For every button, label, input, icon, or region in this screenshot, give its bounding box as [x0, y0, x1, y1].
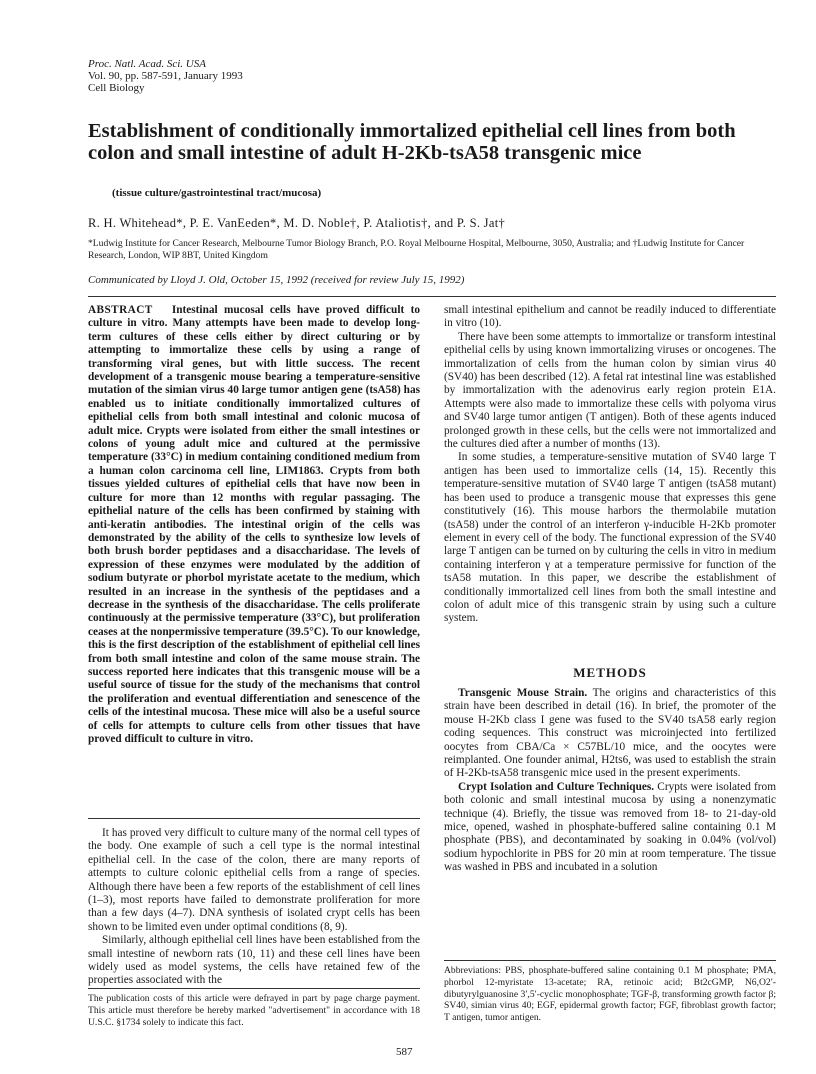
publication-footnote: The publication costs of this article were defrayed in part by page charge payment. This article must therefore be hereby marked "advertisement" in accordance with 18 U.S.C. §1734 solely to indicate this fact. [88, 993, 420, 1028]
page-number: 587 [396, 1046, 413, 1058]
intro-continuation: small intestinal epithelium and cannot be readily induced to differentiate in vitro (10). [444, 304, 776, 330]
communicated-by: Communicated by Lloyd J. Old, October 15, 1992 (received for review July 15, 1992) [88, 274, 465, 286]
intro-paragraph-2: Similarly, although epithelial cell lines have been established from the small intestine of newborn rats (10, 11) and these cell lines have been widely used as model systems, the cells have retained few of the properties associated with the [88, 934, 420, 987]
journal-name: Proc. Natl. Acad. Sci. USA [88, 58, 206, 70]
affiliations: *Ludwig Institute for Cancer Research, Melbourne Tumor Biology Branch, P.O. Royal Melbourne Hospital, Melbourne, 3050, Australia; and †Ludwig Institute for Cancer Research, London, WIP 8BT, United Kingdom [88, 238, 745, 261]
methods-paragraph-1: The origins and characteristics of this strain have been described in detail (16). In brief, the promoter of the mouse H-2Kb class I gene was fused to the SV40 tsA58 early region coding sequences. This construct was microinjected into fertilized oocytes from CBA/Ca × C57BL/10 mice, and the oocytes were reimplanted. One founder animal, H2ts6, was used to establish the strain of H-2Kb-tsA58 transgenic mice used in the present experiments. [444, 687, 776, 780]
introduction [88, 827, 420, 988]
journal-header [88, 58, 243, 94]
methods-paragraph-2: Crypts were isolated from both colonic and small intestinal mucosa by using a nonenzymatic technique (4). Briefly, the tissue was removed from 18- to 21-day-old mice, opened, washed in phosphate-buffered saline containing 0.1 M phosphate (PBS), and decontaminated by soaking in 0.04% (vol/vol) sodium hypochlorite in PBS for 20 min at room temperature. The tissue was washed in PBS and incubated in a solution [444, 780, 776, 874]
intro-continued [444, 304, 776, 626]
methods-heading: METHODS [573, 665, 647, 680]
header-rule [88, 296, 776, 297]
intro-paragraph-4: In some studies, a temperature-sensitive mutation of SV40 large T antigen has been used to immortalize cells (14, 15). Recently this temperature-sensitive mutation of SV40 large T antigen (tsA58 mutant) has been used to produce a transgenic mouse that expresses this gene constitutively (16). This mouse harbors the thermolabile mutation (tsA58) under the control of an interferon γ-inducible H-2Kb promoter element in every cell of the body. The functional expression of the SV40 large T antigen can be turned on by culturing the cells in vitro in medium containing interferon γ at a temperature permissive for function of the tsA58 mutation. In this paper, we describe the establishment of conditionally immortalized cell lines from both the small intestine and colon of adult mice of this transgenic strain by using such a culture system. [444, 451, 776, 625]
methods-subhead-1: Transgenic Mouse Strain. [458, 687, 588, 699]
abstract [88, 304, 420, 746]
abstract-label: ABSTRACT [88, 304, 153, 316]
intro-paragraph-1: It has proved very difficult to culture many of the normal cell types of the body. One example of such a cell type is the normal intestinal epithelial cell. In the case of the colon, there are many reports of attempts to culture colonic epithelial cells from a range of species. Although there have been a few reports of the establishment of cell lines (1–3), most reports have failed to demonstrate proliferation for more than a few days (4–7). DNA synthesis of isolated crypt cells has been shown to be limited even under optimal conditions (8, 9). [88, 827, 420, 933]
keywords: (tissue culture/gastrointestinal tract/mucosa) [112, 187, 322, 199]
methods-section [444, 687, 776, 875]
methods-subhead-2: Crypt Isolation and Culture Techniques. [458, 780, 655, 793]
abbreviations-rule [444, 960, 776, 961]
journal-volume: Vol. 90, pp. 587-591, January 1993 [88, 70, 243, 82]
journal-section: Cell Biology [88, 82, 145, 94]
footnote-rule [88, 988, 420, 989]
abbreviations: Abbreviations: PBS, phosphate-buffered saline containing 0.1 M phosphate; PMA, phorbol 12-myristate 13-acetate; RA, retinoic acid; Bt2cGMP, N6,O2′-dibutyrylguanosine 3′,5′-cyclic monophosphate; TGF-β, transforming growth factor β; SV40, simian virus 40; EGF, epidermal growth factor; FGF, fibroblast growth factor; T antigen, tumor antigen. [444, 965, 776, 1024]
abstract-text: Intestinal mucosal cells have proved difficult to culture in vitro. Many attempts have been made to develop long-term cultures of these cells either by direct culturing or by attempting to immortalize these cells by using a range of transforming viral genes, but with little success. The recent development of a transgenic mouse bearing a temperature-sensitive mutation of the simian virus 40 large tumor antigen gene (tsA58) has enabled us to initiate conditionally immortalized cultures of epithelial cells from both small intestinal and colonic mucosa of adult mice. Crypts were isolated from either the small intestines or colons of young adult mice and cultured at the permissive temperature (33°C) in medium containing conditioned medium from a human colon carcinoma cell line, LIM1863. Crypts from both tissues yielded cultures of epithelial cells that have now been in culture for more than 12 months with regular passaging. The epithelial nature of the cells has been confirmed by staining with anti-keratin antibodies. The intestinal origin of the cells was demonstrated by the ability of the cells to synthesize low levels of both brush border peptidases and a disaccharidase. The levels of expression of these enzymes were modulated by the addition of sodium butyrate or phorbol myristate acetate to the medium, which resulted in an increase in the synthesis of the peptidases and a decrease in the synthesis of the disaccharidase. The cells proliferate continuously at the permissive temperature (33°C), but proliferation ceases at the nonpermissive temperature (39.5°C). To our knowledge, this is the first description of the establishment of epithelial cell lines from both small intestine and colon of the same mouse strain. The success reported here indicates that this transgenic mouse will be a useful source of tissue for the study of the mechanisms that control the proliferation and eventual differentiation and senescence of the cells of the intestinal mucosa. These mice will also be a useful source of cells for attempts to culture cells from other tissues that have proved difficult to culture in vitro. [88, 304, 420, 745]
article-title: Establishment of conditionally immortalized epithelial cell lines from both colon and small intestine of adult H-2Kb-tsA58 transgenic mice [88, 120, 736, 164]
intro-paragraph-3: There have been some attempts to immortalize or transform intestinal epithelial cells by using known immortalizing viruses or oncogenes. The immortalization of cells from the human colon by simian virus 40 (SV40) has been described (12). A fetal rat intestinal line was established by immortalization with the adenovirus early region protein E1A. Attempts were also made to immortalize these cells with polyoma virus and SV40 large tumor antigen (T antigen). Both of these agents induced prolonged growth in these cells, but the cells were not immortalized and the cultures died after a number of months (13). [444, 330, 776, 451]
abstract-rule [88, 818, 420, 819]
authors: R. H. Whitehead*, P. E. VanEeden*, M. D. Noble†, P. Ataliotis†, and P. S. Jat† [88, 216, 506, 230]
